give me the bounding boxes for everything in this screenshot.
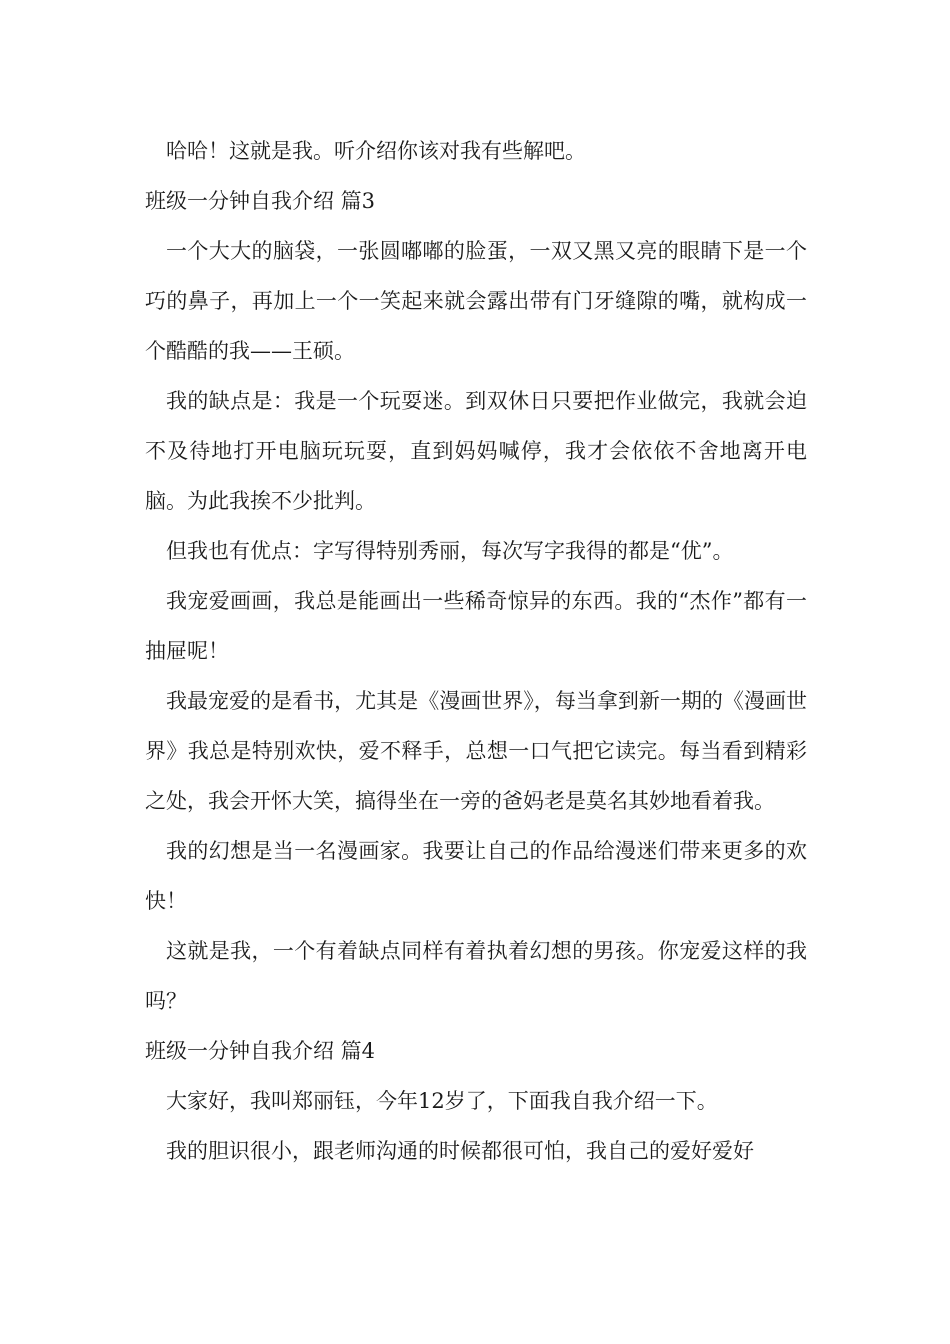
paragraph: 我宠爱画画，我总是能画出一些稀奇惊异的东西。我的“杰作”都有一抽屉呢！ (145, 589, 807, 663)
section-heading: 班级一分钟自我介绍 篇3 (145, 189, 376, 213)
paragraph: 一个大大的脑袋，一张圆嘟嘟的脸蛋，一双又黑又亮的眼睛下是一个巧的鼻子，再加上一个一笑起来就会露出带有门牙缝隙的嘴，就构成一个酷酷的我——王硕。 (145, 239, 807, 363)
paragraph: 这就是我，一个有着缺点同样有着执着幻想的男孩。你宠爱这样的我吗？ (145, 939, 807, 1013)
paragraph: 哈哈！这就是我。听介绍你该对我有些解吧。 (166, 139, 586, 163)
document-body (145, 126, 807, 1176)
paragraph: 我的胆识很小，跟老师沟通的时候都很可怕，我自己的爱好爱好 (166, 1139, 754, 1163)
paragraph: 我的缺点是：我是一个玩耍迷。到双休日只要把作业做完，我就会迫不及待地打开电脑玩玩耍，直到妈妈喊停，我才会依依不舍地离开电脑。为此我挨不少批判。 (145, 389, 807, 513)
paragraph: 但我也有优点：字写得特别秀丽，每次写字我得的都是“优”。 (166, 539, 734, 563)
paragraph: 我的幻想是当一名漫画家。我要让自己的作品给漫迷们带来更多的欢快！ (145, 839, 807, 913)
section-heading: 班级一分钟自我介绍 篇4 (145, 1039, 376, 1063)
paragraph: 大家好，我叫郑丽钰，今年12岁了，下面我自我介绍一下。 (166, 1089, 718, 1113)
paragraph: 我最宠爱的是看书，尤其是《漫画世界》，每当拿到新一期的《漫画世界》我总是特别欢快，爱不释手，总想一口气把它读完。每当看到精彩之处，我会开怀大笑，搞得坐在一旁的爸妈老是莫名其妙地看着我。 (145, 689, 807, 813)
